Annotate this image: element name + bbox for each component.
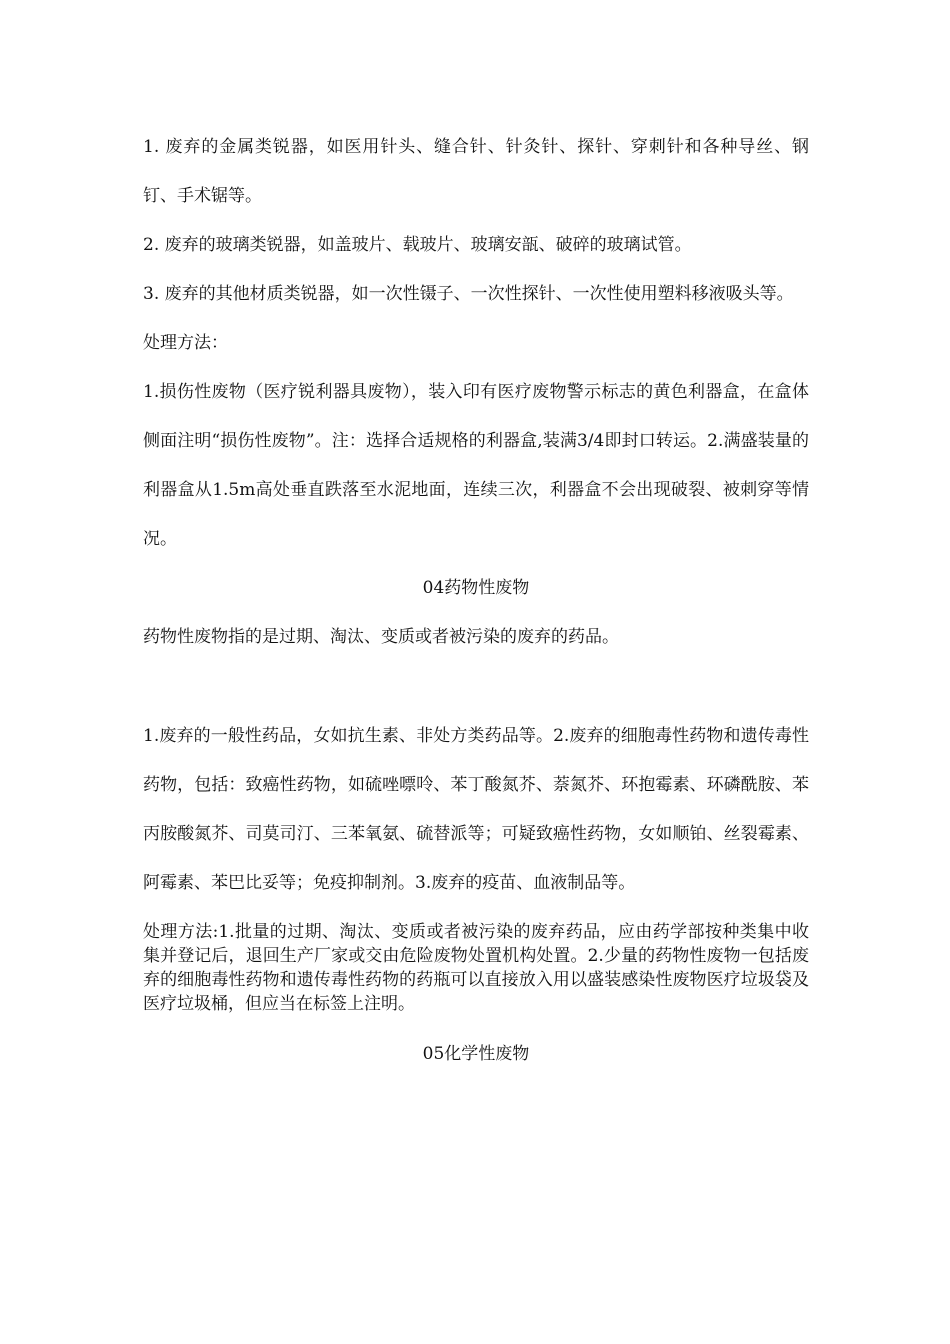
spacer <box>143 1016 809 1030</box>
section-heading-pharmaceutical-waste: 04药物性废物 <box>422 578 530 598</box>
paragraph-sharps-treatment: 1.损伤性废物（医疗锐利器具废物），装入印有医疗废物警示标志的黄色利器盒，在盒体侧面注明“损伤性废物”。注：选择合适规格的利器盒,装满3/4即封口转运。2.满盛装量的利器盒从1.5m高处垂直跌落至水泥地面，连续三次，利器盒不会出现破裂、被刺穿等情况。 <box>143 382 809 549</box>
paragraph-pharmaceutical-definition: 药物性废物指的是过期、淘汰、变质或者被污染的废弃的药品。 <box>143 627 619 647</box>
paragraph-other-sharps: 3. 废弃的其他材质类锐器，如一次性镊子、一次性探针、一次性使用塑料移液吸头等。 <box>143 284 794 304</box>
paragraph-pharmaceutical-treatment: 处理方法:1.批量的过期、淘汰、变质或者被污染的废弃药品，应由药学部按种类集中收集并登记后，退回生产厂家或交由危险废物处置机构处置。2.少量的药物性废物一包括废弃的细胞毒性药物和遗传毒性药物的药瓶可以直接放入用以盛装感染性废物医疗垃圾袋及医疗垃圾桶，但应当在标签上注明。 <box>143 922 809 1014</box>
paragraph-metal-sharps: 1. 废弃的金属类锐器，如医用针头、缝合针、针灸针、探针、穿刺针和各种导丝、钢钉、手术锯等。 <box>143 137 809 206</box>
paragraph-pharmaceutical-types: 1.废弃的一般性药品，女如抗生素、非处方类药品等。2.废弃的细胞毒性药物和遗传毒性药物，包括：致癌性药物，如硫唑嘌呤、苯丁酸氮芥、萘氮芥、环抱霉素、环磷酰胺、苯丙胺酸氮芥、司莫司汀、三苯氧氨、硫替派等；可疑致癌性药物，女如顺铂、丝裂霉素、阿霉素、苯巴比妥等；免疫抑制剂。3.废弃的疫苗、血液制品等。 <box>143 726 809 893</box>
paragraph-glass-sharps: 2. 废弃的玻璃类锐器，如盖玻片、载玻片、玻璃安瓿、破碎的玻璃试管。 <box>143 235 692 255</box>
section-heading-chemical-waste: 05化学性废物 <box>422 1044 530 1064</box>
blank-line <box>143 662 809 712</box>
paragraph-treatment-label: 处理方法： <box>143 333 228 353</box>
document-body <box>143 123 809 1079</box>
spacer <box>143 908 809 920</box>
